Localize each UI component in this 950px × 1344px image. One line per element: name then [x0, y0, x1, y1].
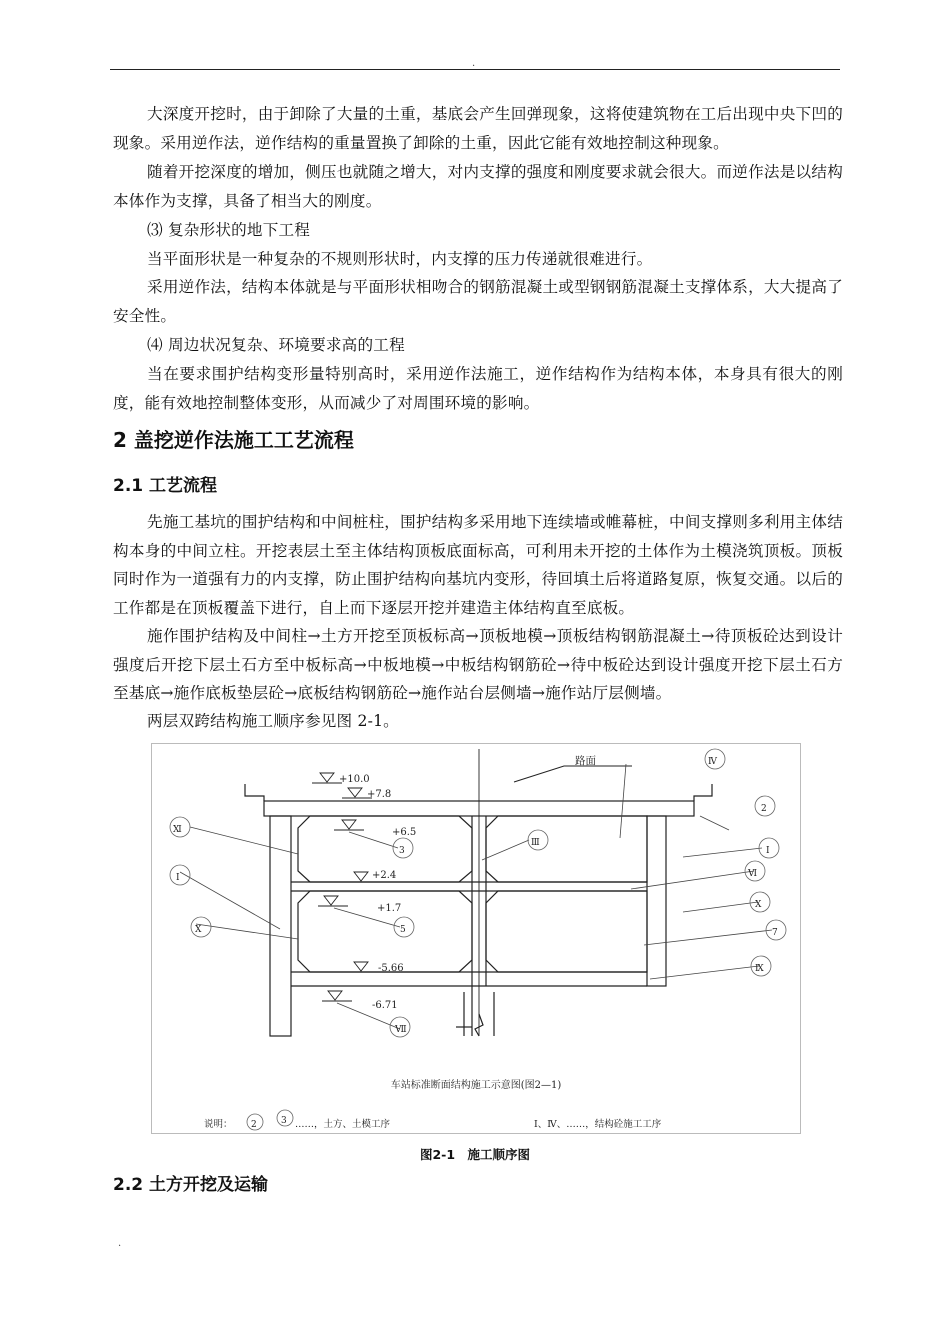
paragraph-8: 先施工基坑的围护结构和中间桩柱，围护结构多采用地下连续墙或帷幕桩，中间支撑则多利用主体结构本身的中间立柱。开挖表层土至主体结构顶板底面标高，可利用未开挖的土体作为土模浇筑顶板。顶板同时作为一道强有力的内支撑，防止围护结构向基坑内变形，待回填土后将道路复原，恢复交通。以后的工作都是在顶板覆盖下进行，自上而下逐层开挖并建造主体结构直至底板。: [113, 513, 843, 617]
paragraph-3: ⑶ 复杂形状的地下工程: [147, 221, 311, 239]
header-rule: [110, 69, 840, 70]
section-heading-2: 2 盖挖逆作法施工工艺流程: [113, 428, 354, 452]
legend-mark: 3: [281, 1116, 287, 1126]
construction-sequence-figure: [151, 743, 801, 1134]
callout-label: Ⅳ: [708, 757, 717, 767]
legend-earthwork: ……，土方、土模工序: [295, 1119, 391, 1130]
callout-label: Ⅸ: [755, 964, 764, 974]
paragraph-10: 两层双跨结构施工顺序参见图 2-1。: [147, 712, 399, 730]
elevation-label: +7.8: [367, 789, 392, 800]
section-heading-2-2: 2.2 土方开挖及运输: [113, 1175, 269, 1195]
paragraph-2: 随着开挖深度的增加，侧压也就随之增大，对内支撑的强度和刚度要求就会很大。而逆作法是以结构本体作为支撑，具备了相当大的刚度。: [113, 163, 843, 210]
section-heading-2-1: 2.1 工艺流程: [113, 476, 218, 496]
legend-mark: 2: [251, 1120, 257, 1130]
paragraph-4: 当平面形状是一种复杂的不规则形状时，内支撑的压力传递就很难进行。: [147, 250, 653, 268]
paragraph-5: 采用逆作法，结构本体就是与平面形状相吻合的钢筋混凝土或型钢钢筋混凝土支撑体系，大大提高了安全性。: [113, 278, 843, 325]
road-label: 路面: [575, 755, 596, 767]
figure-caption: 图2-1 施工顺序图: [419, 1147, 531, 1162]
callout-label: Ⅹ: [755, 900, 762, 910]
callout-label: Ⅺ: [173, 825, 182, 835]
figure-inner-caption: 车站标准断面结构施工示意图(图2—1): [390, 1080, 562, 1091]
elevation-label: +2.4: [372, 870, 397, 881]
callout-label: Ⅵ: [748, 869, 758, 879]
elevation-label: -6.71: [372, 1000, 398, 1011]
paragraph-9: 施作围护结构及中间柱→土方开挖至顶板标高→顶板地模→顶板结构钢筋混凝土→待顶板砼达到设计强度后开挖下层土石方至中板标高→中板地模→中板结构钢筋砼→待中板砼达到设计强度开挖下层土石方至基底→施作底板垫层砼→底板结构钢筋砼→施作站台层侧墙→施作站厅层侧墙。: [113, 627, 843, 702]
callout-label: 3: [399, 846, 405, 856]
legend-concrete: Ⅰ、Ⅳ、……，结构砼施工工序: [534, 1119, 662, 1130]
callout-label: Ⅹ: [195, 925, 202, 935]
structure-diagram: [152, 744, 800, 1133]
callout-label: Ⅰ: [176, 873, 180, 883]
callout-label: 2: [761, 804, 767, 814]
paragraph-6: ⑷ 周边状况复杂、环境要求高的工程: [147, 336, 405, 354]
callout-label: Ⅲ: [531, 838, 540, 848]
header-dot: .: [472, 58, 476, 69]
elevation-label: -5.66: [378, 963, 404, 974]
callout-label: 5: [400, 925, 406, 935]
paragraph-7: 当在要求围护结构变形量特别高时，采用逆作法施工，逆作结构作为结构本体，本身具有很大的刚度，能有效地控制整体变形，从而减少了对周围环境的影响。: [113, 365, 843, 412]
legend-prefix: 说明：: [204, 1119, 233, 1130]
elevation-label: +10.0: [339, 774, 370, 785]
footer-dot: .: [118, 1238, 122, 1249]
elevation-label: +6.5: [392, 827, 417, 838]
callout-label: 7: [772, 928, 778, 938]
callout-label: Ⅶ: [395, 1025, 407, 1035]
callout-label: Ⅰ: [766, 846, 770, 856]
elevation-label: +1.7: [377, 903, 402, 914]
paragraph-1: 大深度开挖时，由于卸除了大量的土重，基底会产生回弹现象，这将使建筑物在工后出现中央下凹的现象。采用逆作法，逆作结构的重量置换了卸除的土重，因此它能有效地控制这种现象。: [113, 105, 843, 152]
